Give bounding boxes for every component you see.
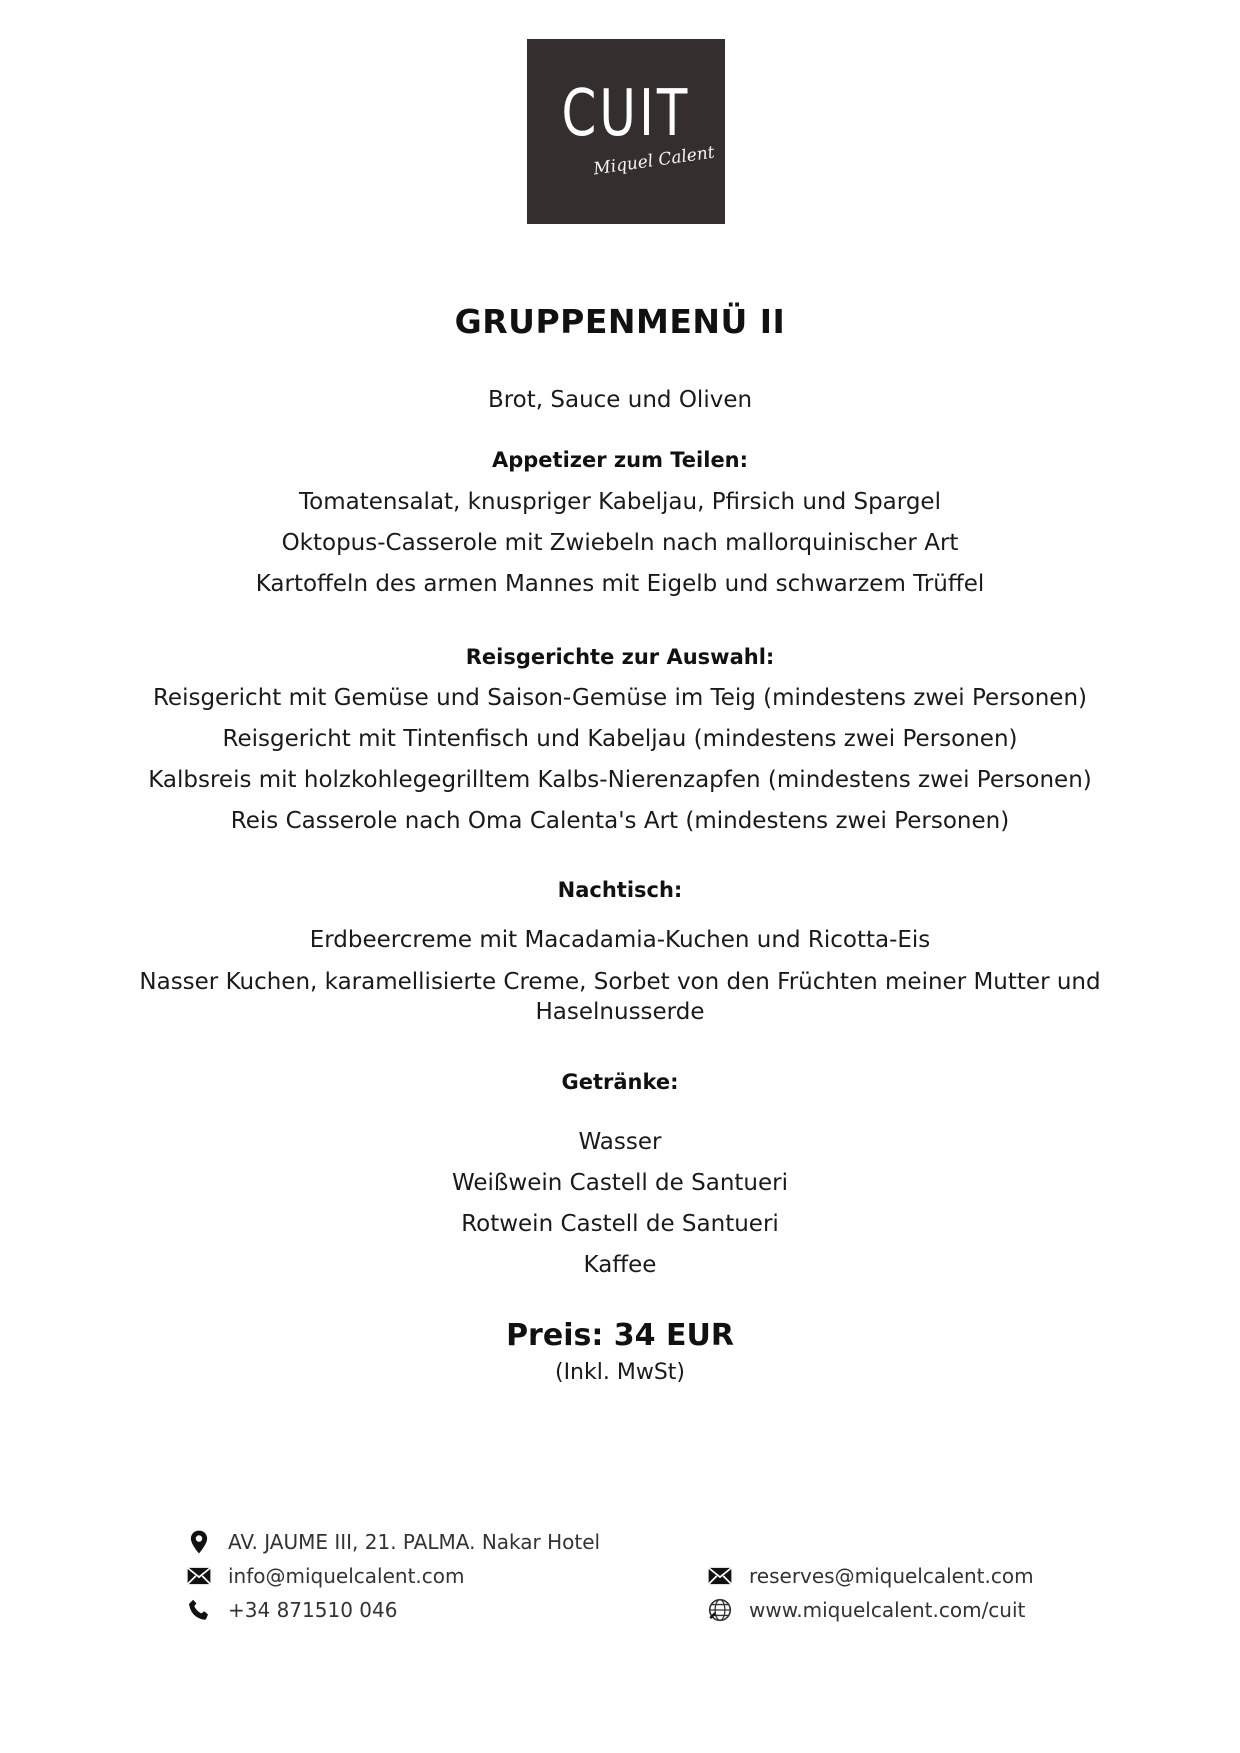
menu-item: Reis Casserole nach Oma Calenta's Art (mindestens zwei Personen) (230, 808, 1010, 834)
menu-item: Wasser (578, 1129, 662, 1155)
location-pin-icon (186, 1529, 212, 1555)
restaurant-logo (527, 39, 725, 224)
footer-website[interactable] (707, 1596, 1025, 1624)
section-heading-appetizer: Appetizer zum Teilen: (491, 448, 749, 472)
menu-item: Reisgericht mit Gemüse und Saison-Gemüse im Teig (mindestens zwei Personen) (152, 685, 1087, 711)
menu-item: Rotwein Castell de Santueri (461, 1211, 779, 1237)
menu-vat-note: (Inkl. MwSt) (554, 1360, 685, 1385)
footer-email-info-text[interactable]: info@miquelcalent.com (228, 1564, 465, 1588)
menu-intro: Brot, Sauce und Oliven (487, 387, 753, 413)
menu-title: GRUPPENMENÜ II (454, 302, 786, 341)
footer-email-reserves-text[interactable]: reserves@miquelcalent.com (749, 1564, 1034, 1588)
menu-item: Kalbsreis mit holzkohlegegrilltem Kalbs-Nierenzapfen (mindestens zwei Personen) (148, 767, 1092, 793)
phone-icon (186, 1597, 212, 1623)
footer-email-info[interactable] (186, 1562, 464, 1590)
footer-address (186, 1528, 600, 1556)
menu-item: Erdbeercreme mit Macadamia-Kuchen und Ricotta-Eis (309, 927, 931, 953)
menu-item: Kaffee (583, 1252, 657, 1278)
menu-item: Nasser Kuchen, karamellisierte Creme, Sorbet von den Früchten meiner Mutter und (139, 969, 1101, 995)
menu-item: Weißwein Castell de Santueri (452, 1170, 788, 1196)
section-heading-drinks: Getränke: (561, 1070, 679, 1094)
logo-brand: CUIT (561, 77, 691, 151)
footer-website-text[interactable]: www.miquelcalent.com/cuit (749, 1598, 1026, 1622)
envelope-icon (186, 1563, 212, 1589)
menu-price: Preis: 34 EUR (506, 1318, 734, 1353)
footer-email-reserves[interactable] (707, 1562, 1034, 1590)
footer-phone-text[interactable]: +34 871510 046 (228, 1598, 398, 1622)
menu-item: Oktopus-Casserole mit Zwiebeln nach mallorquinischer Art (281, 530, 959, 556)
section-heading-dessert: Nachtisch: (557, 878, 683, 902)
menu-item: Reisgericht mit Tintenfisch und Kabeljau (mindestens zwei Personen) (222, 726, 1018, 752)
menu-item: Haselnusserde (535, 999, 705, 1025)
logo-signature: Miquel Calent (592, 142, 716, 180)
section-heading-rice: Reisgerichte zur Auswahl: (465, 645, 775, 669)
footer-address-text: AV. JAUME III, 21. PALMA. Nakar Hotel (228, 1530, 601, 1554)
menu-item: Kartoffeln des armen Mannes mit Eigelb und schwarzem Trüffel (255, 571, 985, 597)
menu-item: Tomatensalat, knuspriger Kabeljau, Pfirsich und Spargel (299, 489, 941, 515)
globe-icon (707, 1597, 733, 1623)
footer-phone[interactable] (186, 1596, 397, 1624)
envelope-icon (707, 1563, 733, 1589)
